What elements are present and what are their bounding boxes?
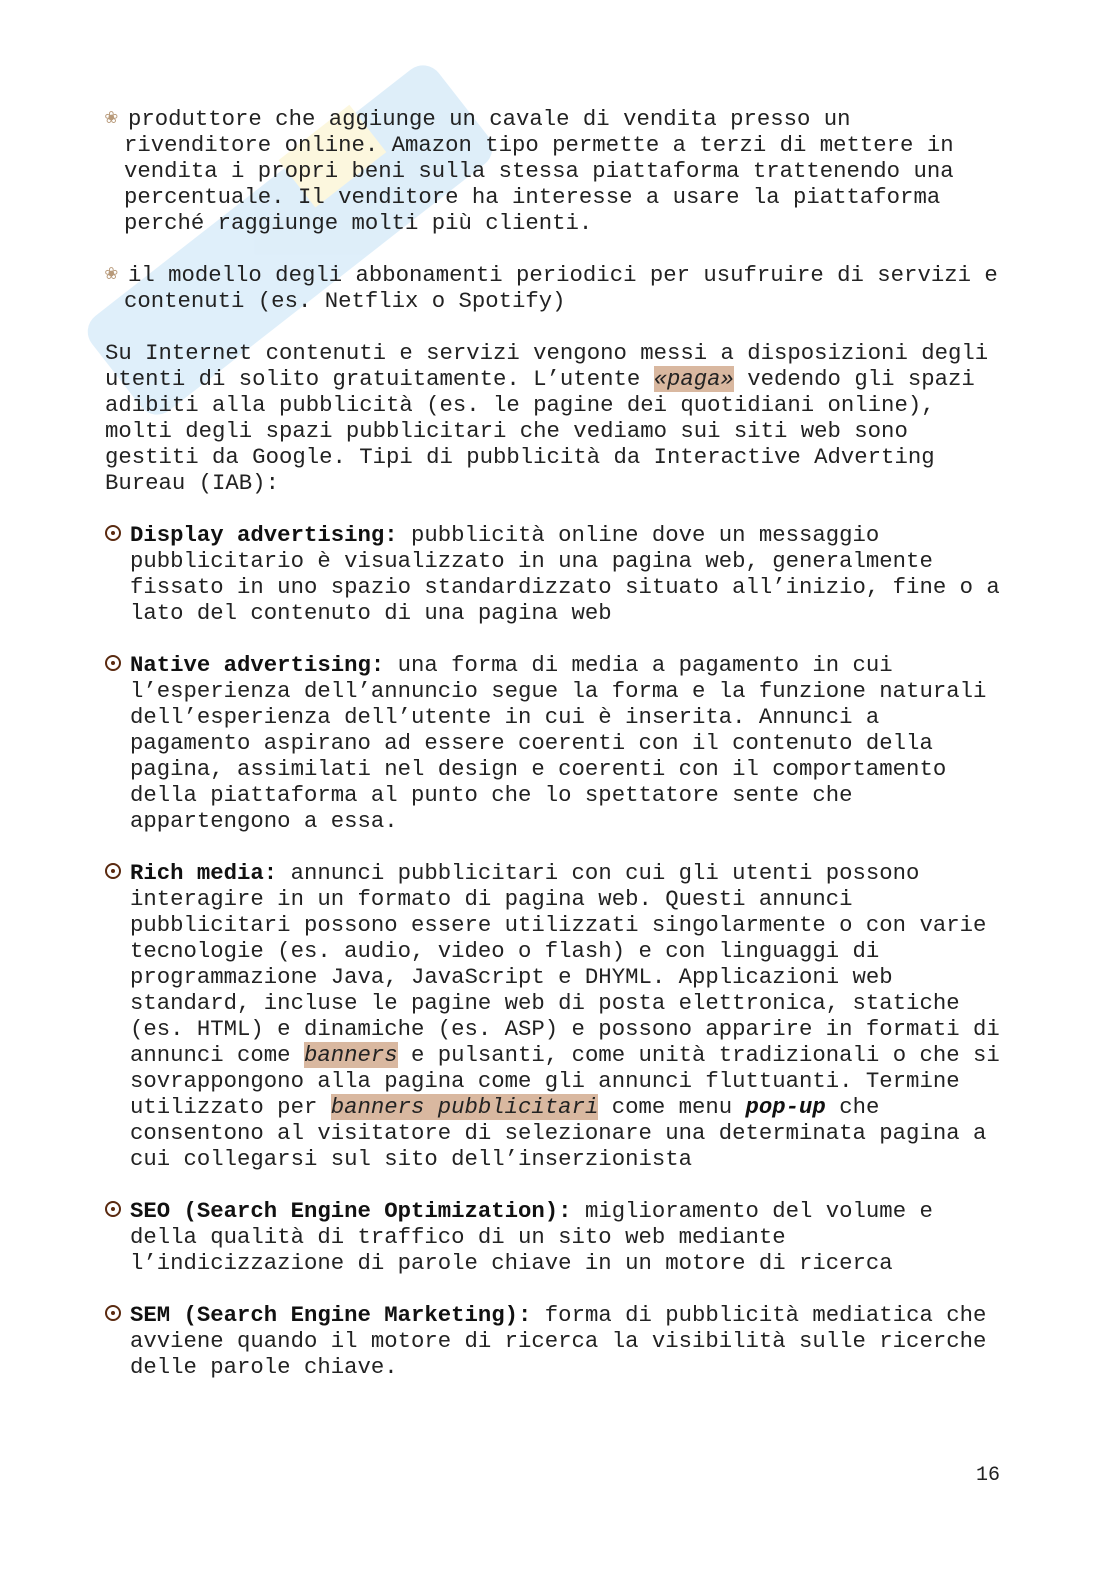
text-line	[105, 340, 1065, 366]
text-segment: tecnologie (es. audio, video o flash) e con linguaggi di	[130, 938, 880, 964]
text-segment: il modello degli abbonamenti periodici per usufruire di servizi e	[128, 262, 998, 288]
text-segment: rivenditore online. Amazon tipo permette a terzi di mettere in	[124, 132, 954, 158]
text-segment: Su Internet contenuti e servizi vengono messi a disposizioni degli	[105, 340, 989, 366]
text-segment: annunci pubblicitari con cui gli utenti possono	[277, 860, 920, 886]
text-line	[105, 522, 1065, 548]
bold-term: SEO (Search Engine Optimization):	[130, 1198, 572, 1224]
bold-term: Rich media:	[130, 860, 278, 886]
flower-bullet-icon: ❀	[105, 263, 118, 286]
text-line	[105, 418, 1065, 444]
text-segment: standard, incluse le pagine web di posta elettronica, statiche	[130, 990, 960, 1016]
text-segment: delle parole chiave.	[130, 1354, 398, 1380]
text-segment: gestiti da Google. Tipi di pubblicità da Interactive Adverting	[105, 444, 935, 470]
text-segment: dell’esperienza dell’utente in cui è inserita. Annunci a	[130, 704, 880, 730]
target-bullet-icon	[105, 863, 121, 879]
text-line	[105, 574, 1065, 600]
text-line	[105, 808, 1065, 834]
text-line	[105, 600, 1065, 626]
text-segment: perché raggiunge molti più clienti.	[124, 210, 593, 236]
text-line	[105, 444, 1065, 470]
text-segment: della qualità di traffico di un sito web mediante	[130, 1224, 786, 1250]
text-segment: contenuti (es. Netflix o Spotify)	[124, 288, 566, 314]
text-segment: avviene quando il motore di ricerca la visibilità sulle ricerche	[130, 1328, 987, 1354]
text-line	[105, 938, 1065, 964]
text-line	[105, 1146, 1065, 1172]
text-line	[105, 990, 1065, 1016]
text-segment: pagina, assimilati nel design e coerenti con il comportamento	[130, 756, 947, 782]
text-line	[105, 964, 1065, 990]
text-line	[105, 470, 1065, 496]
bullet-item	[105, 652, 1065, 834]
text-segment: pubblicitario è visualizzato in una pagina web, generalmente	[130, 548, 933, 574]
text-line	[105, 1250, 1065, 1276]
text-line	[105, 366, 1065, 392]
text-segment: miglioramento del volume e	[571, 1198, 933, 1224]
text-segment: utenti di solito gratuitamente. L’utente	[105, 366, 654, 392]
text-line	[105, 288, 1065, 314]
text-segment: annunci come	[130, 1042, 304, 1068]
text-line	[105, 1328, 1065, 1354]
bold-term: SEM (Search Engine Marketing):	[130, 1302, 532, 1328]
text-segment: pubblicità online dove un messaggio	[397, 522, 880, 548]
page-number: 16	[976, 1464, 1001, 1487]
text-segment: programmazione Java, JavaScript e DHYML. Applicazioni web	[130, 964, 893, 990]
text-line	[105, 912, 1065, 938]
text-segment: utilizzato per	[130, 1094, 331, 1120]
text-segment: vedendo gli spazi	[733, 366, 975, 392]
text-segment: l’esperienza dell’annuncio segue la forma e la funzione naturali	[130, 678, 987, 704]
text-line	[105, 1120, 1065, 1146]
text-segment: che	[825, 1094, 880, 1120]
text-line	[105, 548, 1065, 574]
text-line	[105, 652, 1065, 678]
highlighted-term: «paga»	[653, 366, 734, 392]
text-segment: vendita i propri beni sulla stessa piattaforma trattenendo una	[124, 158, 954, 184]
text-segment: come menu	[598, 1094, 746, 1120]
text-line	[105, 158, 1065, 184]
target-bullet-icon	[105, 1201, 121, 1217]
document-body	[105, 106, 1065, 1406]
target-bullet-icon	[105, 525, 121, 541]
text-segment: forma di pubblicità mediatica che	[531, 1302, 987, 1328]
text-segment: appartengono a essa.	[130, 808, 398, 834]
text-segment: percentuale. Il venditore ha interesse a usare la piattaforma	[124, 184, 941, 210]
text-line	[105, 860, 1065, 886]
bullet-item	[105, 262, 1065, 314]
highlighted-term: banners	[303, 1042, 398, 1068]
text-line	[105, 886, 1065, 912]
text-line	[105, 1094, 1065, 1120]
paragraph	[105, 340, 1065, 496]
text-line	[105, 1068, 1065, 1094]
text-line	[105, 262, 1065, 288]
text-line	[105, 1198, 1065, 1224]
bold-term: Display advertising:	[130, 522, 398, 548]
text-segment: l’indicizzazione di parole chiave in un motore di ricerca	[130, 1250, 893, 1276]
bullet-item	[105, 1198, 1065, 1276]
text-line	[105, 210, 1065, 236]
text-segment: lato del contenuto di una pagina web	[130, 600, 612, 626]
text-segment: fissato in uno spazio standardizzato situato all’inizio, fine o a	[130, 574, 1000, 600]
text-line	[105, 1042, 1065, 1068]
text-segment: (es. HTML) e dinamiche (es. ASP) e possono apparire in formati di	[130, 1016, 1000, 1042]
text-line	[105, 132, 1065, 158]
text-line	[105, 106, 1065, 132]
target-bullet-icon	[105, 1305, 121, 1321]
bullet-item	[105, 1302, 1065, 1380]
text-line	[105, 184, 1065, 210]
text-segment: una forma di media a pagamento in cui	[384, 652, 893, 678]
text-segment: pagamento aspirano ad essere coerenti con il contenuto della	[130, 730, 933, 756]
text-segment: e pulsanti, come unità tradizionali o che si	[397, 1042, 1000, 1068]
text-line	[105, 392, 1065, 418]
bold-term: pop-up	[745, 1094, 826, 1120]
text-segment: Bureau (IAB):	[105, 470, 279, 496]
text-line	[105, 1302, 1065, 1328]
target-bullet-icon	[105, 655, 121, 671]
text-segment: sovrappongono alla pagina come gli annunci fluttuanti. Termine	[130, 1068, 960, 1094]
bullet-item	[105, 860, 1065, 1172]
text-segment: pubblicitari possono essere utilizzati singolarmente o con varie	[130, 912, 987, 938]
highlighted-term: banners pubblicitari	[330, 1094, 599, 1120]
text-segment: produttore che aggiunge un cavale di vendita presso un	[128, 106, 851, 132]
text-line	[105, 1224, 1065, 1250]
text-segment: interagire in un formato di pagina web. Questi annunci	[130, 886, 853, 912]
text-segment: consentono al visitatore di selezionare una determinata pagina a	[130, 1120, 987, 1146]
text-segment: cui collegarsi sul sito dell’inserzionista	[130, 1146, 692, 1172]
text-line	[105, 1354, 1065, 1380]
text-line	[105, 1016, 1065, 1042]
text-line	[105, 782, 1065, 808]
text-segment: adibiti alla pubblicità (es. le pagine dei quotidiani online),	[105, 392, 935, 418]
text-segment: molti degli spazi pubblicitari che vediamo sui siti web sono	[105, 418, 908, 444]
text-line	[105, 756, 1065, 782]
text-line	[105, 678, 1065, 704]
text-line	[105, 730, 1065, 756]
bold-term: Native advertising:	[130, 652, 385, 678]
text-segment: della piattaforma al punto che lo spettatore sente che	[130, 782, 853, 808]
text-line	[105, 704, 1065, 730]
bullet-item	[105, 522, 1065, 626]
bullet-item	[105, 106, 1065, 236]
flower-bullet-icon: ❀	[105, 107, 118, 130]
